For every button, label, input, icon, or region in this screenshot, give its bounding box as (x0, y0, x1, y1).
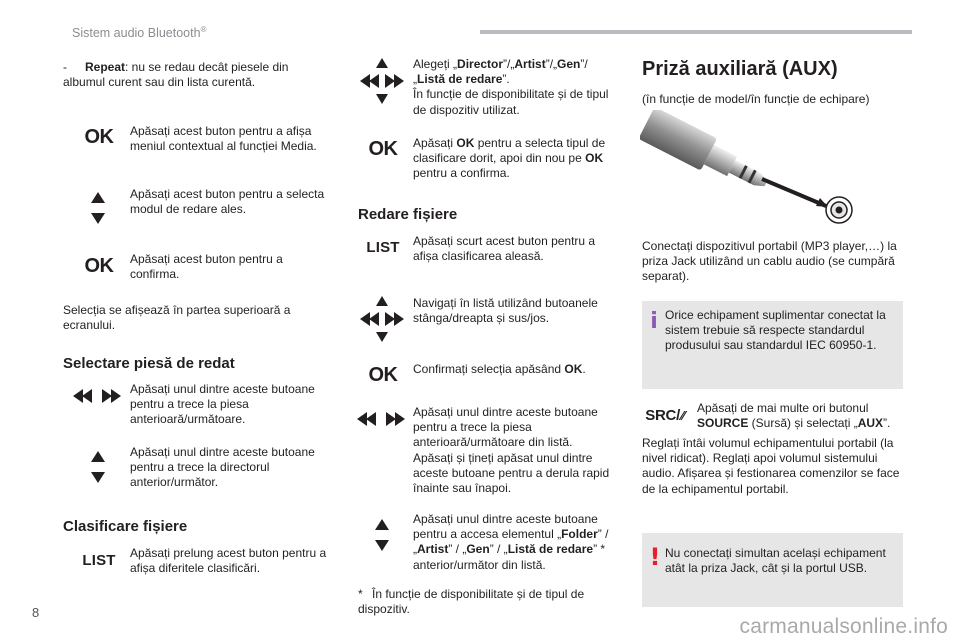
source-button-icon: SRC/ ⁄⁄ (645, 406, 685, 424)
audio-jack-plug-icon (640, 110, 855, 228)
list-button-icon: LIST (82, 551, 116, 569)
repeat-item: - Repeat: nu se redau decât piesele din albumul curent sau din lista curentă. (63, 60, 289, 90)
selection-display-text: Selecția se afișează în partea superioară a ecranului. (63, 303, 291, 333)
access-element-text: Apăsați unul dintre aceste butoane pentru a accesa elementul „Folder” / „Artist” / „Gen” / „Listă de redare” * anterior/următor din listă. (413, 512, 609, 572)
left-right-double-arrows-icon (356, 408, 406, 430)
heading-sort-files: Clasificare fișiere (63, 518, 188, 535)
four-way-arrows-icon (360, 296, 404, 342)
select-mode-text: Apăsați acest buton pentru a selecta modul de redare ales. (130, 187, 325, 217)
page-number: 8 (32, 605, 40, 620)
ok-button-icon: OK (368, 137, 398, 160)
heading-play-files: Redare fișiere (358, 206, 458, 223)
up-down-arrows-icon (364, 516, 400, 554)
choose-classification-text: Alegeți „Director”/„Artist”/„Gen”/ „Listă de redare”. În funcție de disponibilitate și de tipul de dispozitiv utilizat. (413, 57, 609, 117)
long-press-list-text: Apăsați prelung acest buton pentru a afișa diferitele clasificări. (130, 546, 327, 576)
ok-select-sort-text: Apăsați OK pentru a selecta tipul de clasificare dorit, apoi din nou pe OK pentru a confirma. (413, 136, 606, 181)
confirm-text: Apăsați acest buton pentru a confirma. (130, 252, 283, 282)
heading-select-track: Selectare piesă de redat (63, 355, 235, 372)
up-down-arrows-icon (80, 189, 116, 227)
heading-aux-socket: Priză auxiliară (AUX) (642, 58, 838, 80)
header-rule (480, 30, 912, 34)
four-way-arrows-icon (360, 58, 404, 104)
footnote: * În funcție de disponibilitate și de tipul de dispozitiv. (358, 587, 585, 617)
running-header-title: Sistem audio Bluetooth® (72, 25, 207, 41)
aux-availability-note: (în funcție de model/în funcție de echipare) (642, 92, 870, 106)
info-box (642, 301, 903, 389)
connect-device-text: Conectați dispozitivul portabil (MP3 player,…) la priza Jack utilizând un cablu audio (se cumpără separat). (642, 239, 897, 284)
warning-icon: ! (649, 543, 661, 571)
navigate-list-text: Navigați în listă utilizând butoanele stânga/dreapta și sus/jos. (413, 296, 598, 326)
track-prev-next-text: Apăsați unul dintre aceste butoane pentru a trece la piesa anterioară/următoare. (130, 382, 315, 427)
warning-text: Nu conectați simultan același echipament atât la priza Jack, cât și la portul USB. (665, 546, 886, 576)
ok-button-icon: OK (368, 363, 398, 386)
ok-button-icon: OK (84, 254, 114, 277)
list-prev-next-text: Apăsați unul dintre aceste butoane pentru a trece la piesa anterioară/următoare din listă. Apăsați și țineți apăsat unul dintre aceste butoane pentru a derula rapid înainte sau înapoi. (413, 405, 610, 496)
short-press-list-text: Apăsați scurt acest buton pentru a afișa clasificarea aleasă. (413, 234, 596, 264)
watermark: carmanualsonline.info (739, 615, 948, 638)
confirm-selection-text: Confirmați selecția apăsând OK. (413, 362, 586, 376)
warning-box (642, 533, 903, 607)
left-right-double-arrows-icon (72, 385, 122, 407)
adjust-volume-text: Reglați întâi volumul echipamentului portabil (la nivel ridicat). Reglați apoi volumul sistemului audio. Afișarea și festionarea comenzilor se face de la echipamentul portabil. (642, 436, 900, 496)
up-down-arrows-icon (80, 448, 116, 486)
info-icon: i (650, 309, 658, 334)
ok-button-icon: OK (84, 125, 114, 148)
select-aux-text: Apăsați de mai multe ori butonul SOURCE (Sursă) și selectați „AUX”. (697, 401, 891, 431)
info-text: Orice echipament suplimentar conectat la sistem trebuie să respecte standardul produsului sau standardul IEC 60950-1. (665, 308, 886, 353)
list-button-icon: LIST (366, 238, 400, 256)
directory-prev-next-text: Apăsați unul dintre aceste butoane pentru a trece la directorul anterior/următor. (130, 445, 315, 490)
ok-context-menu-text: Apăsați acest buton pentru a afișa meniul contextual al funcției Media. (130, 124, 317, 154)
